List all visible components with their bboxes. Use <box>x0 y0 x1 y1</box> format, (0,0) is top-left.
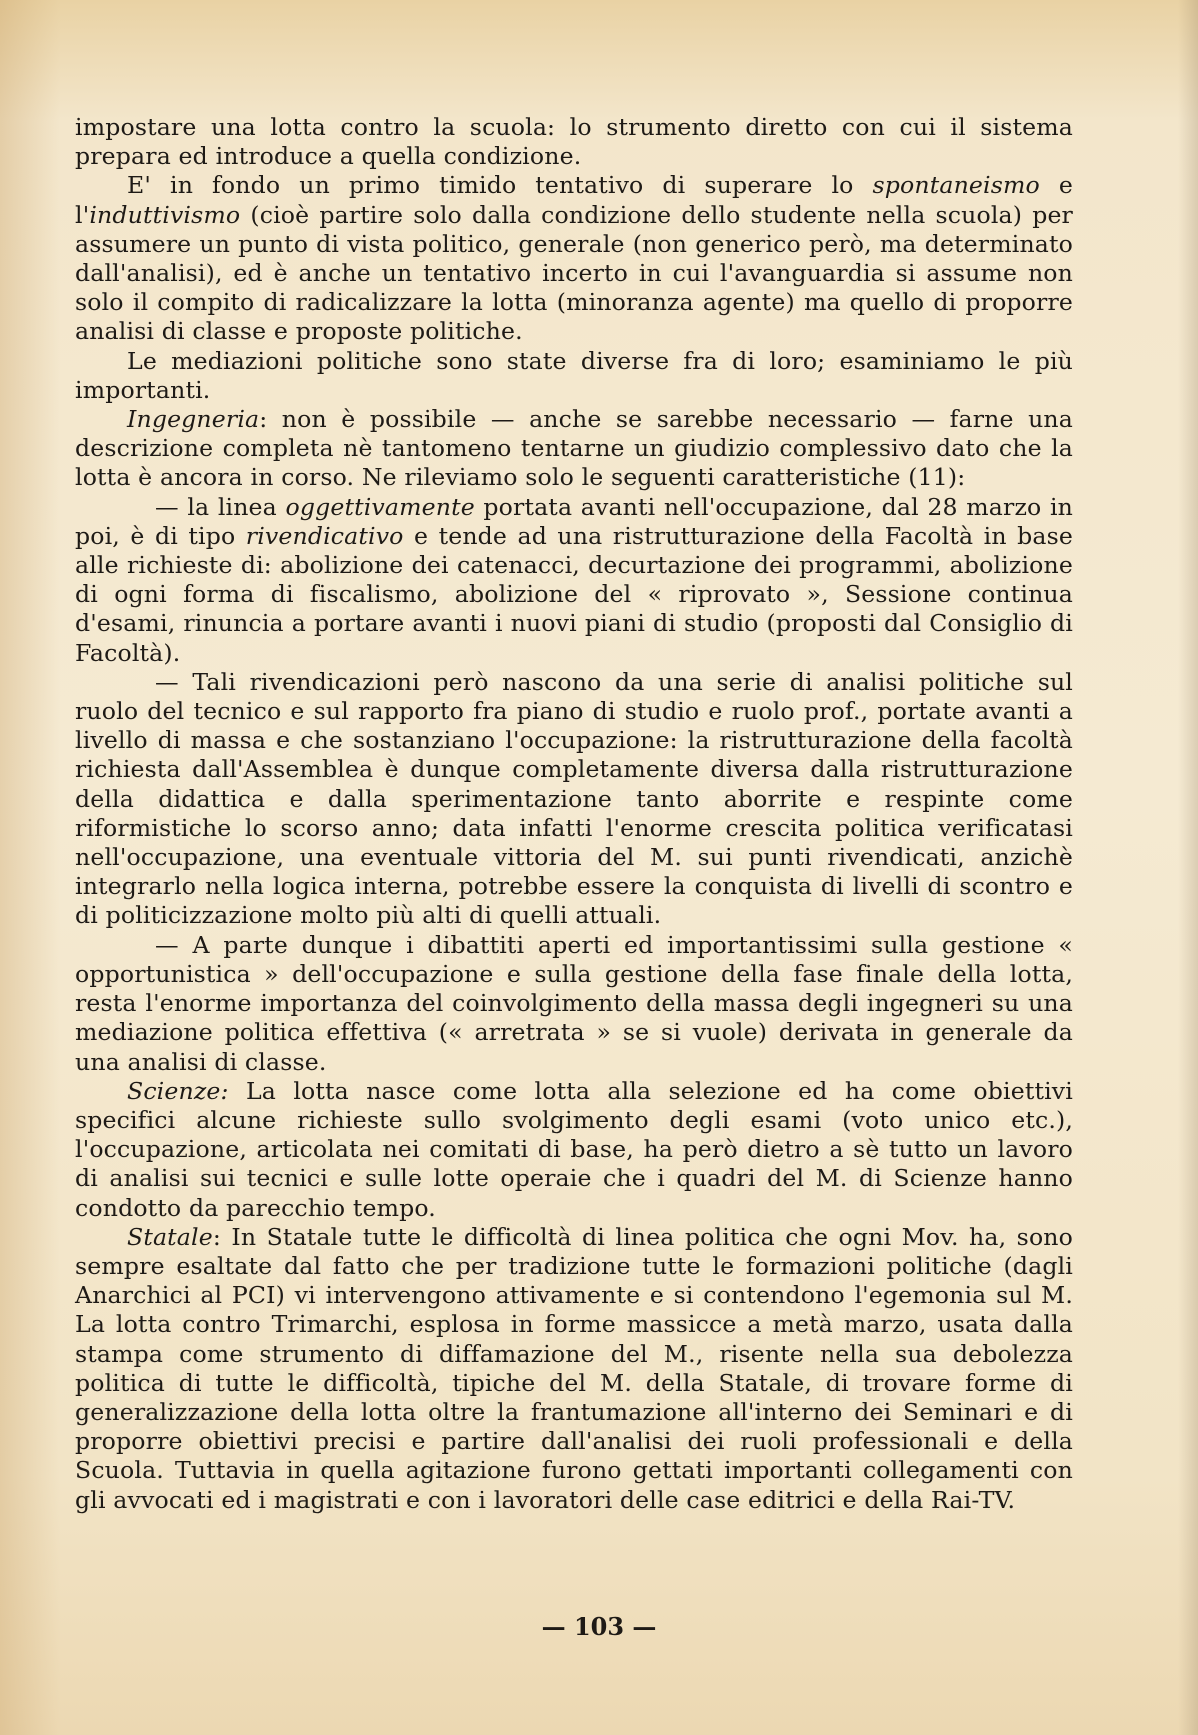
paragraph-statale: Statale: In Statale tutte le difficoltà di linea politica che ogni Mov. ha, sono sempre esaltate dal fatto che per tradizione tutte le formazioni politiche (dagli Anarchici al PCI) vi intervengono attivamente e si contendono l'egemonia sul M. La lotta contro Trimarchi, esplosa in forme massicce a metà marzo, usata dalla stampa come strumento di diffamazione del M., risente nella sua debolezza politica di tutte le difficoltà, tipiche del M. della Statale, di trovare forme di generalizzazione della lotta oltre la frantumazione all'interno dei Seminari e di proporre obiettivi precisi e partire dall'analisi dei ruoli professionali e della Scuola. Tuttavia in quella agitazione furono gettati importanti collegamenti con gli avvocati ed i magistrati e con i lavoratori delle case editrici e della Rai-TV. <box>75 1222 1073 1514</box>
paragraph-continuation: impostare una lotta contro la scuola: lo strumento diretto con cui il sistema prepara ed introduce a quella condizione. <box>75 113 1073 171</box>
section-heading-scienze: Scienze: <box>127 1076 229 1105</box>
paragraph-linea-rivendicativa: — la linea oggettivamente portata avanti nell'occupazione, dal 28 marzo in poi, è di tipo rivendicativo e tende ad una ristrutturazione della Facoltà in base alle richieste di: abolizione dei catenacci, decurtazione dei programmi, abolizione di ogni forma di fiscalismo, abolizione del « riprovato », Sessione continua d'esami, rinuncia a portare avanti i nuovi piani di studio (proposti dal Consiglio di Facoltà). <box>75 492 1074 667</box>
paragraph-spontaneismo: E' in fondo un primo timido tentativo di superare lo spontaneismo e l'induttivismo (cioè partire solo dalla condizione dello studente nella scuola) per assumere un punto di vista politico, generale (non generico però, ma determinato dall'analisi), ed è anche un tentativo incerto in cui l'avanguardia si assume non solo il compito di radicalizzare la lotta (minoranza agente) ma quello di proporre analisi di classe e proposte politiche. <box>75 171 1073 346</box>
section-heading-statale: Statale <box>127 1222 213 1251</box>
paragraph-gestione: — A parte dunque i dibattiti aperti ed importantissimi sulla gestione « opportunistica » dell'occupazione e sulla gestione della fase finale della lotta, resta l'enorme importanza del coinvolgimento della massa degli ingegneri su una mediazione politica effettiva (« arretrata » se si vuole) derivata in generale da una analisi di classe. <box>75 930 1073 1076</box>
italic-term: spontaneismo <box>872 171 1040 200</box>
paragraph-mediazioni: Le mediazioni politiche sono state diverse fra di loro; esaminiamo le più importanti. <box>75 346 1073 404</box>
italic-term: induttivismo <box>89 200 241 229</box>
body-text <box>75 113 1073 1515</box>
paragraph-scienze: Scienze: La lotta nasce come lotta alla selezione ed ha come obiettivi specifici alcune richieste sullo svolgimento degli esami (voto unico etc.), l'occupazione, articolata nei comitati di base, ha però dietro a sè tutto un lavoro di analisi sui tecnici e sulle lotte operaie che i quadri del M. di Scienze hanno condotto da parecchio tempo. <box>75 1076 1073 1222</box>
paragraph-rivendicazioni: — Tali rivendicazioni però nascono da una serie di analisi politiche sul ruolo del tecnico e sul rapporto fra piano di studio e ruolo prof., portate avanti a livello di massa e che sostanziano l'occupazione: la ristrutturazione della facoltà richiesta dall'Assemblea è dunque completamente diversa dalla ristrutturazione della didattica e dalla sperimentazione tanto aborrite e respinte come riformistiche lo scorso anno; data infatti l'enorme crescita politica verificatasi nell'occupazione, una eventuale vittoria del M. sui punti rivendicati, anzichè integrarlo nella logica interna, potrebbe essere la conquista di livelli di scontro e di politicizzazione molto più alti di quelli attuali. <box>75 667 1073 930</box>
italic-term: oggettivamente <box>285 492 475 521</box>
section-heading-ingegneria: Ingegneria <box>127 405 260 434</box>
italic-term: rivendicativo <box>245 521 404 550</box>
paragraph-ingegneria: Ingegneria: non è possibile — anche se sarebbe necessario — farne una descrizione completa nè tantomeno tentarne un giudizio complessivo dato che la lotta è ancora in corso. Ne rileviamo solo le seguenti caratteristiche (11): <box>75 405 1073 492</box>
page-number: — 103 — <box>541 1612 657 1641</box>
